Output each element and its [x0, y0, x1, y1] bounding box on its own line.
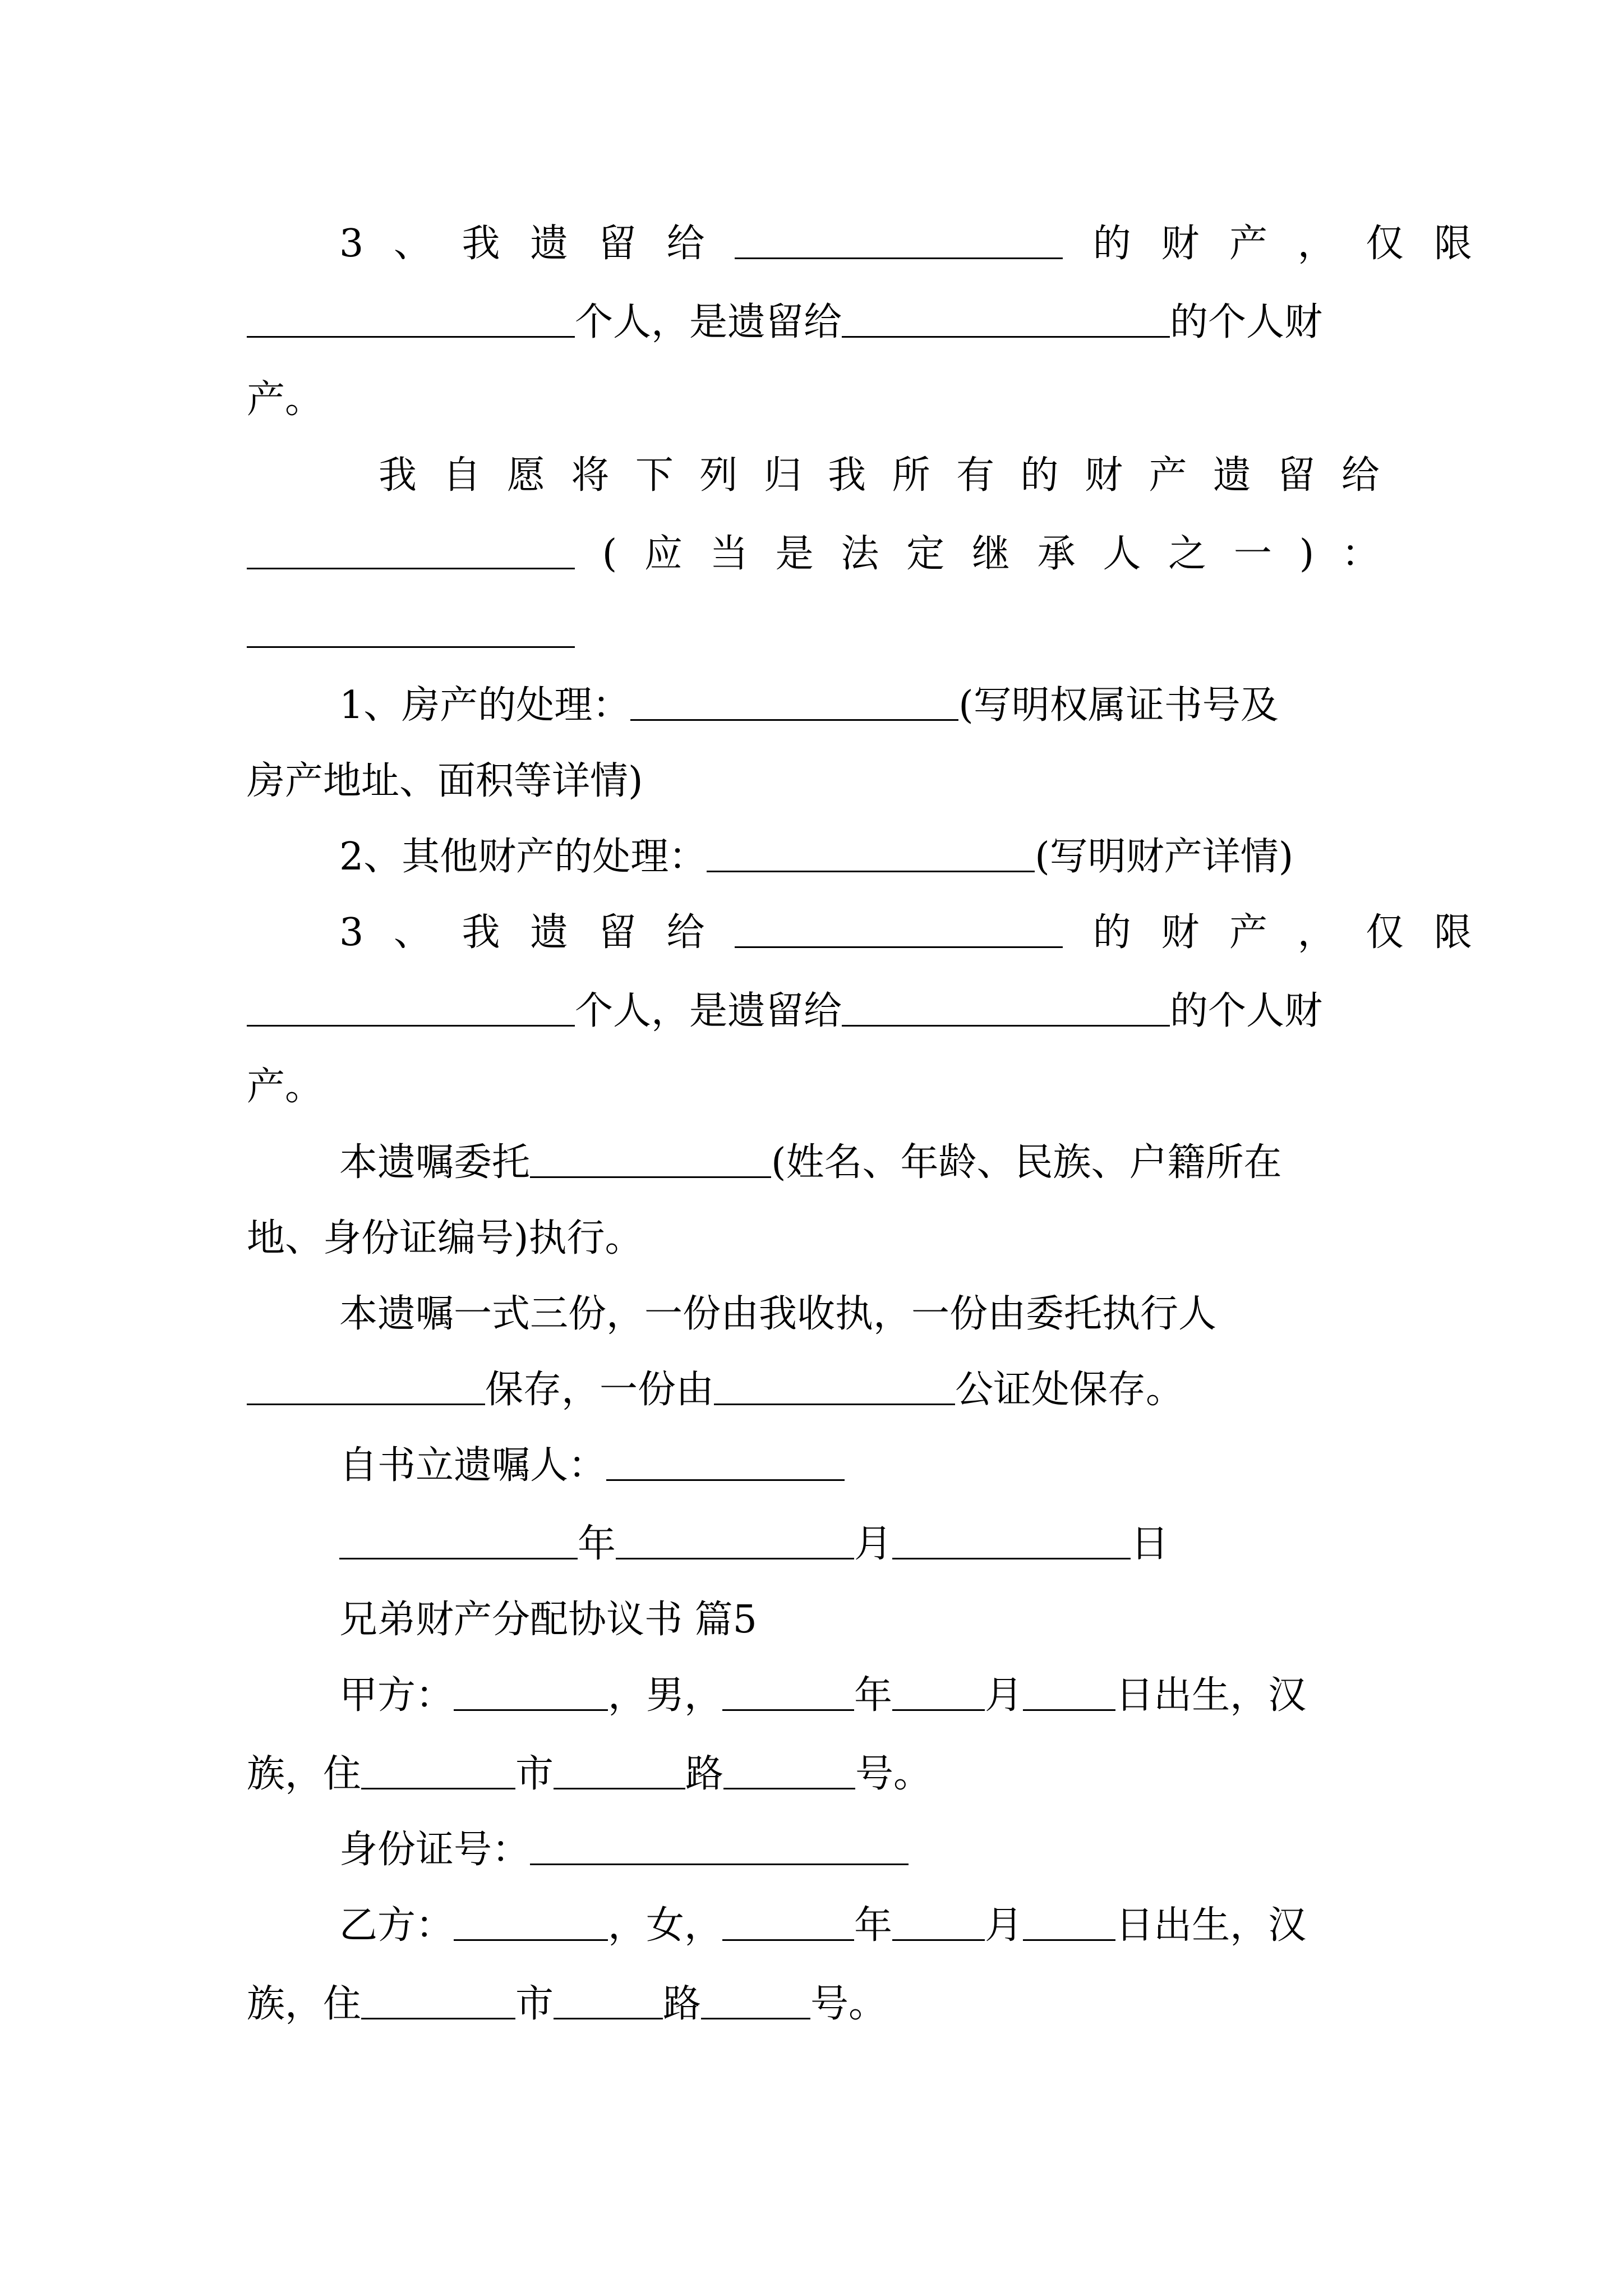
- text-char: 产: [1149, 453, 1187, 498]
- item-3-line-2: [247, 972, 1380, 1051]
- text-run: 日出生，汉: [1115, 1673, 1307, 1718]
- text-char: 人: [1103, 532, 1141, 576]
- clause-3-line-2: [247, 283, 1380, 362]
- bequest-intro-line-1: [379, 436, 1380, 515]
- text-run: 地、身份证编号)执行。: [247, 1216, 643, 1260]
- text-char: 自: [442, 453, 481, 498]
- text-char: 定: [906, 532, 945, 576]
- text-char: 归: [763, 453, 802, 498]
- text-run: 本遗嘱一式三份，一份由我收执，一份由委托执行人: [339, 1292, 1217, 1336]
- text-char: 之: [1168, 532, 1207, 576]
- text-char: 产: [1229, 222, 1268, 266]
- address-blank[interactable]: [554, 1760, 685, 1789]
- text-run: 产。: [247, 1065, 324, 1109]
- text-run: 兄弟财产分配协议书 篇5: [339, 1598, 757, 1642]
- day-blank[interactable]: [1023, 1911, 1115, 1941]
- address-blank[interactable]: [361, 1990, 515, 2019]
- text-char: ：: [1341, 532, 1380, 576]
- text-char: 留: [598, 222, 637, 266]
- fill-in-blank[interactable]: [247, 1375, 485, 1405]
- fill-in-blank[interactable]: [842, 997, 1170, 1027]
- text-run: 房产地址、面积等详情): [247, 759, 643, 803]
- item-3-line-1: [339, 894, 1472, 972]
- fill-in-blank[interactable]: [630, 691, 958, 721]
- address-blank[interactable]: [554, 1990, 663, 2019]
- text-run: (写明权属证书号及: [958, 683, 1279, 728]
- text-run: 2、其他财产的处理：: [339, 835, 707, 879]
- text-char: 给: [666, 222, 705, 266]
- signature-blank[interactable]: [606, 1451, 845, 1481]
- text-run: 本遗嘱委托: [339, 1140, 531, 1185]
- id-number-blank[interactable]: [530, 1835, 909, 1865]
- text-run: 号。: [855, 1752, 932, 1796]
- text-char: 列: [699, 453, 738, 498]
- party-b-line-2: [247, 1965, 1380, 2044]
- text-run: (姓名、年龄、民族、户籍所在: [771, 1140, 1282, 1185]
- text-run: (写明财产详情): [1035, 835, 1294, 879]
- executor-line-2: [247, 1199, 1380, 1278]
- fill-in-blank[interactable]: [247, 618, 575, 648]
- executor-line-1: [339, 1124, 1472, 1202]
- text-char: 留: [598, 910, 637, 955]
- bequest-intro-line-2: [247, 515, 1380, 593]
- text-char: 遗: [1212, 453, 1251, 498]
- clause-3-line-3: [247, 361, 1380, 439]
- fill-in-blank[interactable]: [735, 229, 1063, 259]
- address-blank[interactable]: [723, 1760, 855, 1789]
- copies-line-1: [339, 1275, 1472, 1354]
- text-char: 、: [393, 222, 432, 266]
- clause-number: 3: [339, 910, 364, 955]
- section-heading: [339, 1581, 1472, 1659]
- text-run: ，男，: [608, 1673, 723, 1718]
- year-blank[interactable]: [722, 1681, 854, 1711]
- text-char: 遗: [530, 222, 569, 266]
- item-1-line-1: [339, 666, 1472, 745]
- text-char: 的: [1020, 453, 1059, 498]
- address-blank[interactable]: [701, 1990, 810, 2019]
- text-run: 产。: [247, 378, 324, 422]
- item-3-line-3: [247, 1048, 1380, 1126]
- text-run: 的个人财: [1170, 989, 1323, 1033]
- copies-line-2: [247, 1351, 1380, 1429]
- day-blank[interactable]: [1023, 1681, 1115, 1711]
- text-char: 市: [515, 1982, 554, 2026]
- text-char: 将: [571, 453, 610, 498]
- text-run: 号。: [810, 1982, 887, 2026]
- fill-in-blank[interactable]: [247, 540, 575, 569]
- text-run: 甲方：: [339, 1673, 454, 1718]
- text-char: 法: [841, 532, 879, 576]
- fill-in-blank[interactable]: [247, 308, 575, 338]
- text-char: 继: [971, 532, 1010, 576]
- text-char: 日: [1131, 1522, 1169, 1566]
- month-blank[interactable]: [616, 1530, 854, 1559]
- text-run: 保存，一份由: [485, 1368, 714, 1412]
- text-run: ，女，: [608, 1903, 723, 1948]
- text-run: 身份证号：: [339, 1828, 531, 1872]
- month-blank[interactable]: [892, 1911, 985, 1941]
- text-char: 路: [685, 1752, 724, 1796]
- name-blank[interactable]: [454, 1681, 608, 1711]
- text-run: 乙方：: [339, 1903, 454, 1948]
- text-char: 下: [635, 453, 674, 498]
- text-char: 市: [515, 1752, 554, 1796]
- fill-in-blank[interactable]: [714, 1375, 955, 1405]
- text-char: 仅: [1366, 222, 1404, 266]
- text-char: (: [602, 532, 617, 576]
- text-char: 限: [1433, 910, 1472, 955]
- fill-in-blank[interactable]: [530, 1148, 771, 1178]
- day-blank[interactable]: [892, 1530, 1131, 1559]
- party-a-line-1: [339, 1657, 1472, 1735]
- text-char: 有: [956, 453, 995, 498]
- text-run: 族，住: [247, 1982, 362, 2026]
- fill-in-blank[interactable]: [735, 918, 1063, 948]
- text-char: 给: [666, 910, 705, 955]
- text-char: 、: [393, 910, 432, 955]
- text-char: 当: [709, 532, 748, 576]
- text-char: 一: [1233, 532, 1272, 576]
- text-char: 月: [854, 1522, 893, 1566]
- text-run: 自书立遗嘱人：: [339, 1443, 607, 1488]
- text-run: 日出生，汉: [1115, 1903, 1307, 1948]
- text-char: 应: [644, 532, 683, 576]
- testator-signature-line: [339, 1427, 1472, 1505]
- text-char: 我: [379, 453, 417, 498]
- text-char: 产: [1229, 910, 1268, 955]
- text-char: ，: [1297, 910, 1336, 955]
- text-char: 我: [462, 910, 500, 955]
- text-char: 仅: [1366, 910, 1404, 955]
- text-char: 所: [892, 453, 930, 498]
- text-char: 留: [1277, 453, 1316, 498]
- text-char: 财: [1161, 222, 1200, 266]
- fill-in-blank[interactable]: [247, 997, 575, 1027]
- text-run: 公证处保存。: [955, 1368, 1184, 1412]
- text-char: 限: [1433, 222, 1472, 266]
- text-char: 的: [1092, 910, 1131, 955]
- month-blank[interactable]: [892, 1681, 985, 1711]
- fill-in-blank[interactable]: [842, 308, 1170, 338]
- clause-3-line-1: [339, 205, 1472, 283]
- text-run: 族，住: [247, 1752, 362, 1796]
- text-char: 的: [1092, 222, 1131, 266]
- text-run: 个人，是遗留给: [575, 989, 842, 1033]
- text-char: 月: [985, 1673, 1023, 1718]
- text-char: 愿: [506, 453, 545, 498]
- text-char: 年: [854, 1673, 893, 1718]
- fill-in-blank[interactable]: [707, 843, 1035, 872]
- text-char: 年: [578, 1522, 616, 1566]
- text-run: 个人，是遗留给: [575, 300, 842, 344]
- date-line: [339, 1505, 1472, 1584]
- text-char: ，: [1297, 222, 1336, 266]
- text-run: 1、房产的处理：: [339, 683, 631, 728]
- text-char: 给: [1341, 453, 1380, 498]
- text-char: 我: [462, 222, 500, 266]
- bequest-intro-line-3: [247, 593, 1380, 672]
- text-char: 月: [985, 1903, 1023, 1948]
- text-char: 是: [775, 532, 814, 576]
- text-run: 的个人财: [1170, 300, 1323, 344]
- text-char: 承: [1037, 532, 1076, 576]
- text-char: 我: [828, 453, 866, 498]
- clause-number: 3: [339, 222, 364, 266]
- name-blank[interactable]: [454, 1911, 608, 1941]
- address-blank[interactable]: [361, 1760, 515, 1789]
- year-blank[interactable]: [339, 1530, 578, 1559]
- text-char: 路: [663, 1982, 702, 2026]
- item-2-line: [339, 818, 1472, 896]
- party-b-line-1: [339, 1887, 1472, 1965]
- text-char: 年: [854, 1903, 893, 1948]
- text-char: 财: [1161, 910, 1200, 955]
- text-char: 遗: [530, 910, 569, 955]
- text-char: 财: [1084, 453, 1123, 498]
- text-char: ): [1299, 532, 1315, 576]
- id-number-line: [339, 1811, 1472, 1889]
- item-1-line-2: [247, 742, 1380, 821]
- party-a-line-2: [247, 1735, 1380, 1814]
- year-blank[interactable]: [722, 1911, 854, 1941]
